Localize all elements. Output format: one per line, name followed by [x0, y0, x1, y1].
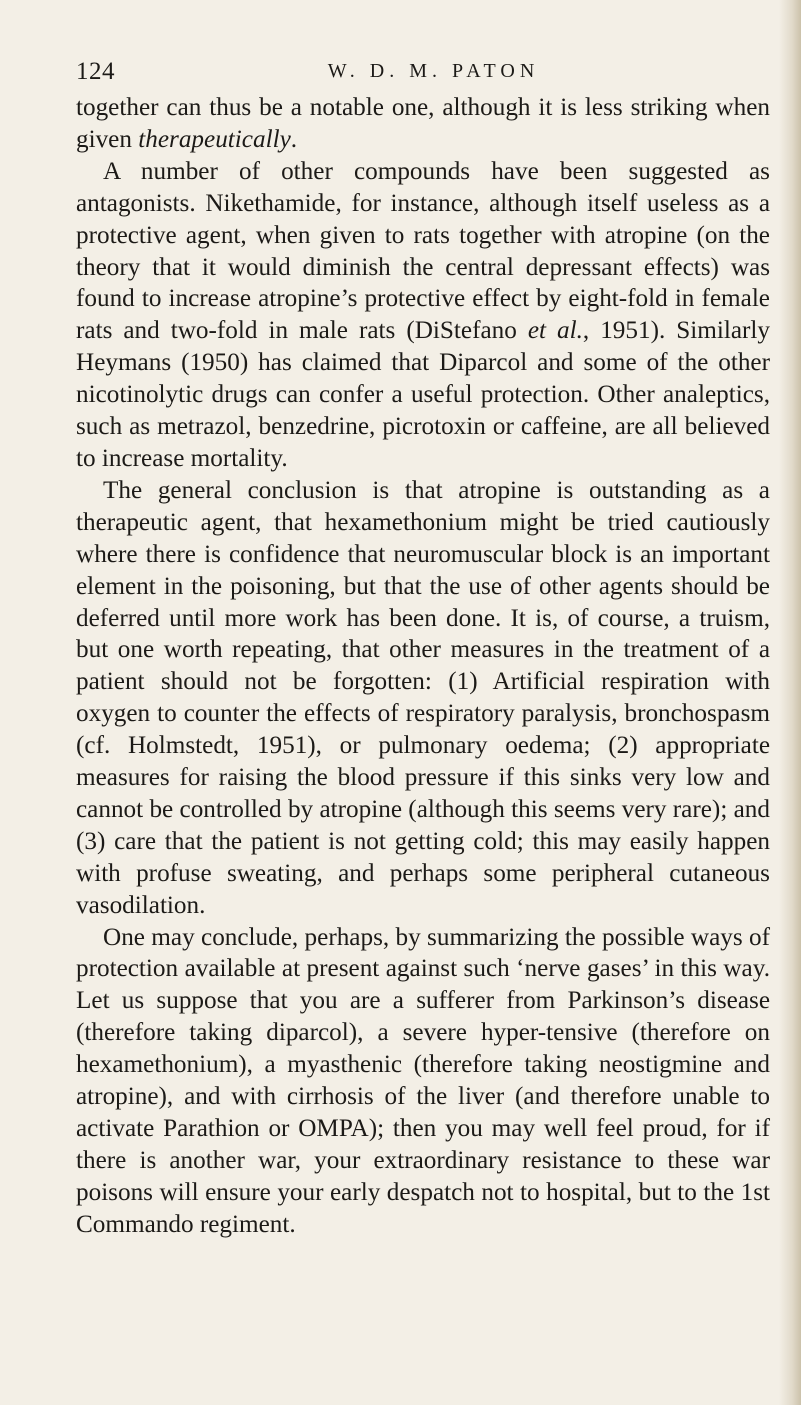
running-head-author: W. D. M. PATON [327, 60, 540, 82]
paragraph-4: One may conclude, perhaps, by summarizing the possible ways of protection available at present against such ‘nerve gases’ in this way. Let us suppose that you are a sufferer from Parkinson’s disease (therefore taking diparcol), a severe hyper-tensive (therefore on hexamethonium), a myasthenic (therefore taking neostigmine and atropine), and with cirrhosis of the liver (and therefore unable to activate Parathion or OMPA); then you may well feel proud, for if there is another war, your extraordinary resistance to these war poisons will ensure your early despatch not to hospital, but to the 1st Commando regiment. [76, 923, 770, 1238]
body-text [76, 92, 770, 1241]
paragraph-2 [76, 156, 770, 475]
page-number: 124 [76, 58, 115, 85]
paragraph-1-tail: . [290, 125, 298, 153]
paragraph-1-italic: therapeutically [138, 125, 291, 153]
paragraph-2-italic: et al. [527, 317, 583, 345]
paragraph-1 [76, 92, 770, 156]
paragraph-2-tail: , 1951). Similarly Heymans (1950) has claimed that Diparcol and some of the other nicotinolytic drugs can confer a useful protection. Other analeptics, such as metrazol, benzedrine, picrotoxin or caffeine, are all believed to increase mortality. [76, 317, 770, 472]
paragraph-3: The general conclusion is that atropine is outstanding as a therapeutic agent, that hexamethonium might be tried cautiously where there is confidence that neuromuscular block is an important element in the poisoning, but that the use of other agents should be deferred until more work has been done. It is, of course, a truism, but one worth repeating, that other measures in the treatment of a patient should not be forgotten: (1) Artificial respiration with oxygen to counter the effects of respiratory paralysis, bronchospasm (cf. Holmstedt, 1951), or pulmonary oedema; (2) appropriate measures for raising the blood pressure if this sinks very low and cannot be controlled by atropine (although this seems very rare); and (3) care that the patient is not getting cold; this may easily happen with profuse sweating, and perhaps some peripheral cutaneous vasodilation. [76, 476, 770, 919]
paragraph-1-text: together can thus be a notable one, although it is less striking when given [76, 94, 770, 153]
page-edge-shadow [779, 0, 801, 1405]
paragraph-2-text: A number of other compounds have been suggested as antagonists. Nikethamide, for instance, although itself useless as a protective agent, when given to rats together with atropine (on the theory that it would diminish the central depressant effects) was found to increase atropine’s protective effect by eight-fold in female rats and two-fold in male rats (DiStefano [76, 157, 770, 345]
running-head [76, 58, 771, 88]
